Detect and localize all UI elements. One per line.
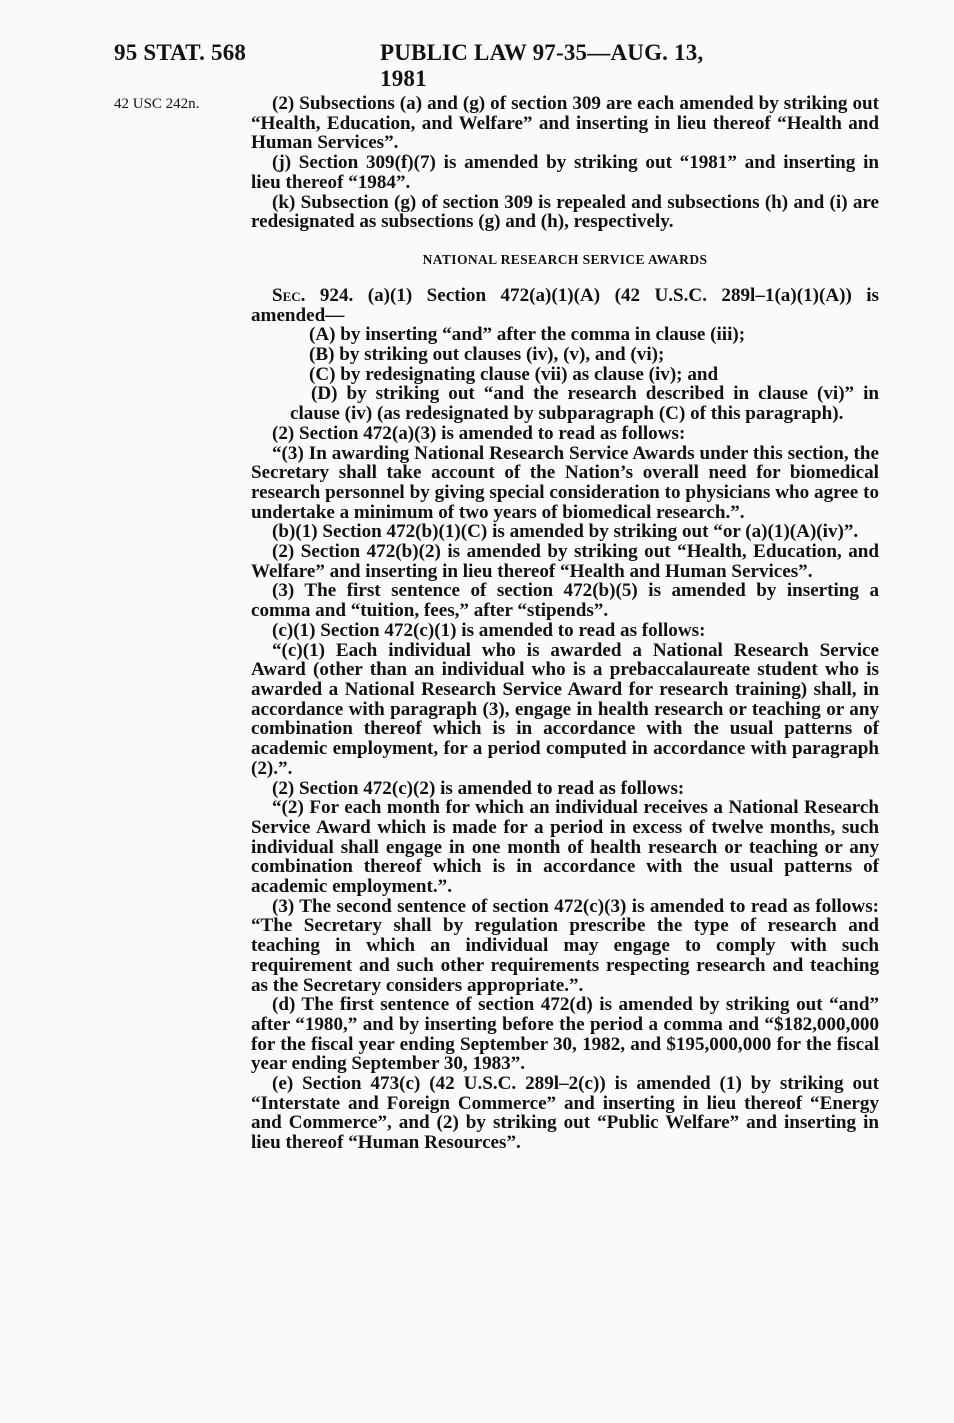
stat-page-number: 95 STAT. 568	[114, 40, 247, 65]
paragraph: (c)(1) Section 472(c)(1) is amended to read as follows:	[272, 619, 706, 641]
paragraph: (k) Subsection (g) of section 309 is repealed and subsections (h) and (i) are redesignated as subsections (g) and (h), respectively.	[251, 191, 879, 233]
paragraph: (3) The second sentence of section 472(c)(3) is amended to read as follows: “The Secretary shall by regulation prescribe the type of research and teaching in which an individual may engage to comply with such requirement and such other requirements respecting research and teaching as the Secretary considers appropriate.”.	[251, 895, 879, 996]
paragraph: (3) The first sentence of section 472(b)(5) is amended by inserting a comma and “tuition, fees,” after “stipends”.	[251, 580, 879, 622]
margin-note: 42 USC 242n.	[114, 96, 200, 112]
clause: (D) by striking out “and the research described in clause (vi)” in clause (iv) (as redesignated by subparagraph (C) of this paragraph).	[290, 383, 879, 425]
sec-label: Sec.	[272, 284, 306, 306]
paragraph: (e) Section 473(c) (42 U.S.C. 289l–2(c)) is amended (1) by striking out “Interstate and Foreign Commerce” and inserting in lieu thereof “Energy and Commerce”, and (2) by striking out “Public Welfare” and inserting in lieu thereof “Human Resources”.	[251, 1073, 879, 1154]
paragraph: (2) Section 472(b)(2) is amended by striking out “Health, Education, and Welfare” and inserting in lieu thereof “Health and Human Services”.	[251, 541, 879, 582]
paragraph: (2) Section 472(c)(2) is amended to read as follows:	[272, 777, 685, 799]
law-title: PUBLIC LAW 97-35—AUG. 13, 1981	[380, 40, 704, 91]
clause: (C) by redesignating clause (vii) as clause (iv); and	[309, 363, 719, 385]
paragraph: “(2) For each month for which an individual receives a National Research Service Award which is made for a period in excess of twelve months, such individual shall engage in one month of health research or teaching or any combination thereof which is in accordance with the usual patterns of academic employment.”.	[251, 797, 879, 898]
paragraph: (2) Subsections (a) and (g) of section 309 are each amended by striking out “Health, Education, and Welfare” and inserting in lieu thereof “Health and Human Services”.	[251, 93, 879, 154]
clause: (B) by striking out clauses (iv), (v), and (vi);	[309, 344, 665, 366]
paragraph: (j) Section 309(f)(7) is amended by striking out “1981” and inserting in lieu thereof “1984”.	[251, 152, 879, 193]
sec-924-text: 924. (a)(1) Section 472(a)(1)(A) (42 U.S.C. 289l–1(a)(1)(A)) is amended—	[251, 284, 879, 326]
paragraph: (b)(1) Section 472(b)(1)(C) is amended by striking out “or (a)(1)(A)(iv)”.	[272, 521, 859, 543]
section-924-intro	[251, 286, 879, 325]
paragraph: (2) Section 472(a)(3) is amended to read as follows:	[272, 422, 686, 444]
document-body	[251, 94, 879, 1153]
paragraph: (d) The first sentence of section 472(d) is amended by striking out “and” after “1980,” and by inserting before the period a comma and “$182,000,000 for the fiscal year ending September 30, 1982, and $195,000,000 for the fiscal year ending September 30, 1983”.	[251, 994, 879, 1075]
section-heading: NATIONAL RESEARCH SERVICE AWARDS	[422, 251, 708, 267]
paragraph: “(c)(1) Each individual who is awarded a National Research Service Award (other than an individual who is a prebaccalaureate student who is awarded a National Research Service Award for research training) shall, in accordance with paragraph (3), engage in health research or teaching or any combination thereof which is in accordance with the usual patterns of academic employment, for a period computed in accordance with paragraph (2).”.	[251, 639, 879, 779]
paragraph: “(3) In awarding National Research Service Awards under this section, the Secretary shall take account of the Nation’s overall need for biomedical research personnel by giving special consideration to physicians who agree to undertake a minimum of two years of biomedical research.”.	[251, 442, 879, 523]
clause: (A) by inserting “and” after the comma in clause (iii);	[309, 324, 746, 346]
page-header	[114, 40, 754, 91]
